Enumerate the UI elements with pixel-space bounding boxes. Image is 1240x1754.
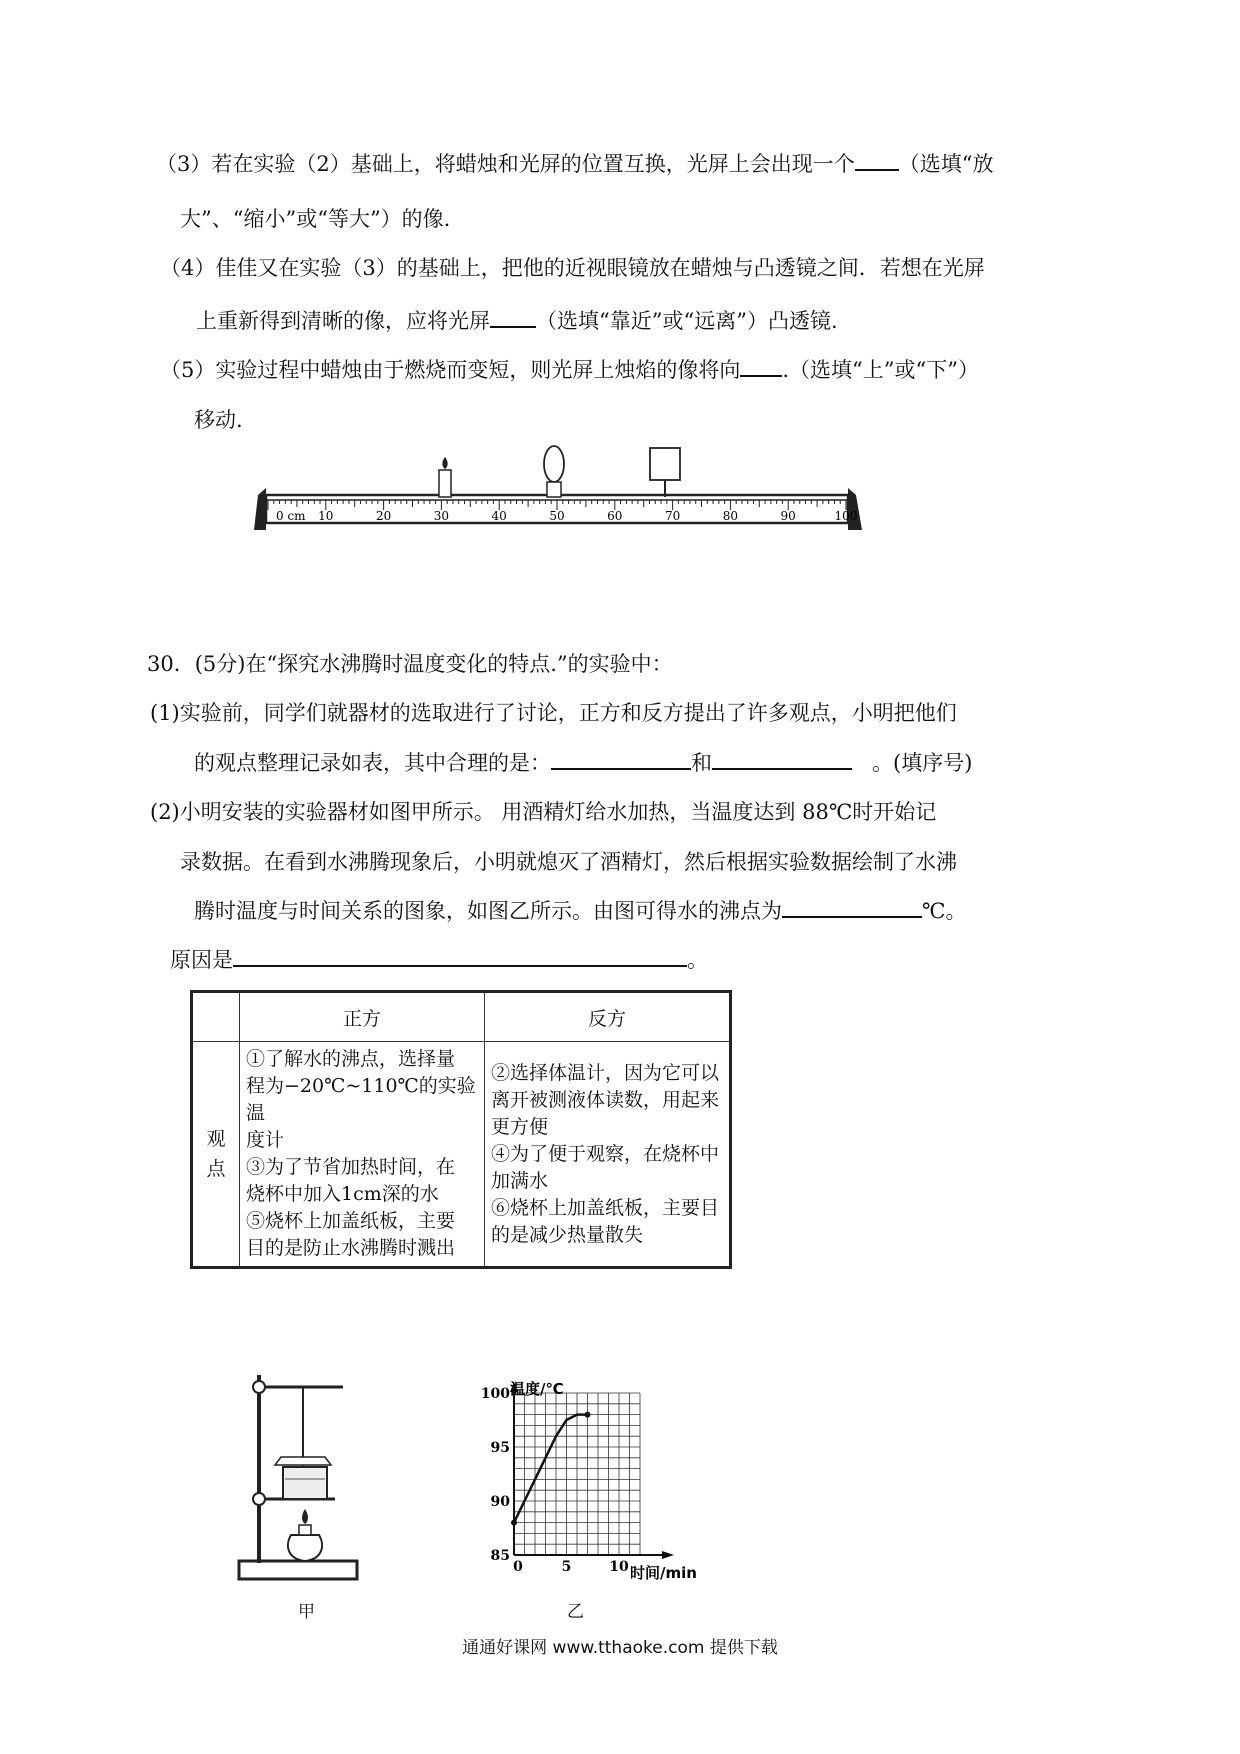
table-row bbox=[192, 1042, 731, 1268]
optical-bench-figure bbox=[250, 440, 870, 540]
header-con: 反方 bbox=[485, 992, 731, 1042]
q29-part4-line2: 上重新得到清晰的像，应将光屏 （选填“靠近”或“远离”）凸透镜. bbox=[196, 309, 838, 333]
figure-yi-label: 乙 bbox=[567, 1602, 584, 1622]
x-axis-arrow-icon bbox=[662, 1551, 674, 1559]
answer-blank-5[interactable] bbox=[740, 357, 782, 377]
q30-part3-line: 原因是 。 bbox=[170, 948, 708, 972]
y-tick-label: 90 bbox=[490, 1494, 510, 1510]
answer-blank-30-1b[interactable] bbox=[712, 750, 852, 770]
data-point bbox=[511, 1520, 517, 1526]
ruler-label: 80 bbox=[722, 509, 739, 523]
q30-part1-line2: 的观点整理记录如表，其中合理的是： 和 。(填序号) bbox=[194, 751, 973, 775]
answer-blank-4[interactable] bbox=[490, 308, 536, 328]
x-tick-label: 5 bbox=[561, 1559, 572, 1575]
ruler-label: 20 bbox=[375, 509, 392, 523]
answer-blank-boiling-point[interactable] bbox=[782, 898, 922, 918]
q30-part2-line2: 录数据。在看到水沸腾现象后，小明就熄灭了酒精灯，然后根据实验数据绘制了水沸 bbox=[180, 850, 957, 874]
chart-axes bbox=[510, 1382, 674, 1559]
q29-part5-line1: （5）实验过程中蜡烛由于燃烧而变短，则光屏上烛焰的像将向 .（选填“上”或“下”） bbox=[160, 358, 979, 382]
chart-ylabel: 温度/℃ bbox=[510, 1380, 564, 1398]
answer-blank-3[interactable] bbox=[855, 151, 899, 171]
page-footer: 通通好课网 www.tthaoke.com 提供下载 bbox=[462, 1638, 778, 1658]
q30-title: 30．(5分)在“探究水沸腾时温度变化的特点.”的实验中： bbox=[147, 652, 673, 676]
chart-grid bbox=[514, 1393, 640, 1555]
q29-part4-line1: （4）佳佳又在实验（3）的基础上，把他的近视眼镜放在蜡烛与凸透镜之间．若想在光屏 bbox=[160, 256, 985, 280]
ruler-label: 40 bbox=[491, 509, 507, 523]
ruler-label: 50 bbox=[549, 509, 565, 523]
light-screen-icon bbox=[650, 448, 680, 497]
q30-part2-line3: 腾时温度与时间关系的图象，如图乙所示。由图可得水的沸点为 ℃。 bbox=[194, 899, 967, 923]
temperature-time-chart bbox=[470, 1380, 720, 1590]
q29-part3-line1: （3）若在实验（2）基础上，将蜡烛和光屏的位置互换，光屏上会出现一个 （选填“放 bbox=[156, 152, 994, 176]
candle-icon bbox=[439, 457, 451, 497]
side-label: 观 点 bbox=[192, 1042, 240, 1268]
convex-lens-icon bbox=[544, 446, 564, 497]
boiling-apparatus-figure bbox=[235, 1375, 385, 1595]
q30-part2-line1: (2)小明安装的实验器材如图甲所示。 用酒精灯给水加热，当温度达到 88℃时开始记 bbox=[150, 800, 937, 824]
data-point bbox=[585, 1412, 591, 1418]
y-tick-label: 85 bbox=[490, 1548, 510, 1564]
ruler-label: 30 bbox=[433, 509, 450, 523]
pro-cell: ①了解水的沸点，选择量 程为−20℃~110℃的实验温 度计 ③为了节省加热时间，在 烧杯中加入1cm深的水 ⑤烧杯上加盖纸板，主要 目的是防止水沸腾时溅出 bbox=[240, 1042, 485, 1268]
q30-part1-line1: (1)实验前，同学们就器材的选取进行了讨论，正方和反方提出了许多观点，小明把他们 bbox=[150, 701, 957, 725]
ruler-label: 70 bbox=[664, 509, 681, 523]
ruler-label: 90 bbox=[780, 509, 796, 523]
y-tick-label: 95 bbox=[490, 1440, 510, 1456]
q29-part5-line2: 移动. bbox=[194, 408, 243, 432]
figure-jia-label: 甲 bbox=[298, 1602, 315, 1622]
header-pro: 正方 bbox=[240, 992, 485, 1042]
ruler-label: 100 bbox=[834, 509, 858, 523]
viewpoints-table bbox=[190, 990, 732, 1269]
answer-blank-reason[interactable] bbox=[233, 947, 687, 967]
ruler-label: 10 bbox=[318, 509, 334, 523]
answer-blank-30-1a[interactable] bbox=[551, 750, 691, 770]
x-tick-label: 0 bbox=[513, 1559, 523, 1575]
q29-part3-line2: 大”、“缩小”或“等大”）的像. bbox=[180, 207, 451, 231]
x-tick-label: 10 bbox=[609, 1559, 629, 1575]
chart-xlabel: 时间/min bbox=[630, 1564, 697, 1582]
table-header-row bbox=[192, 992, 731, 1042]
con-cell: ②选择体温计，因为它可以 离开被测液体读数，用起来 更方便 ④为了便于观察，在烧杯中 加满水 ⑥烧杯上加盖纸板，主要目 的是减少热量散失 bbox=[485, 1042, 731, 1268]
y-tick-label: 100 bbox=[480, 1386, 510, 1402]
ruler-label: 60 bbox=[607, 509, 623, 523]
ruler-label: 0 cm bbox=[276, 509, 306, 523]
